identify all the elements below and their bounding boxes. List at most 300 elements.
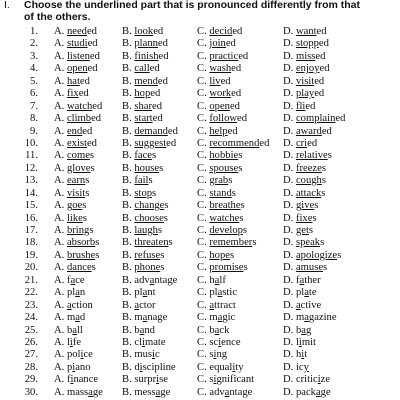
option-c[interactable] bbox=[197, 312, 235, 324]
option-a[interactable] bbox=[54, 362, 91, 374]
option-text: ttract bbox=[214, 299, 236, 311]
option-b[interactable] bbox=[122, 287, 156, 299]
underlined-part: stand bbox=[209, 187, 232, 199]
option-text: ng bbox=[216, 349, 228, 361]
option-a[interactable] bbox=[54, 76, 90, 88]
option-c[interactable] bbox=[197, 38, 236, 50]
option-text: ed bbox=[91, 113, 102, 125]
option-text: s bbox=[238, 162, 243, 174]
underlined-part: a bbox=[295, 299, 301, 311]
option-c[interactable] bbox=[197, 325, 229, 337]
underlined-part: refuse bbox=[134, 249, 161, 261]
option-a[interactable] bbox=[54, 200, 86, 212]
option-a[interactable] bbox=[54, 300, 93, 312]
option-c[interactable] bbox=[197, 63, 241, 75]
option-text: A. bbox=[54, 100, 67, 112]
option-d[interactable] bbox=[283, 76, 324, 88]
option-text: D. f bbox=[283, 274, 300, 286]
option-a[interactable] bbox=[54, 262, 96, 274]
option-a[interactable] bbox=[54, 138, 97, 150]
option-b[interactable] bbox=[122, 63, 160, 75]
underlined-part: house bbox=[134, 162, 160, 174]
option-text: ed bbox=[220, 75, 231, 87]
option-text: s bbox=[152, 187, 157, 199]
option-d[interactable] bbox=[283, 213, 317, 225]
option-text: s bbox=[91, 262, 96, 274]
option-text: ed bbox=[149, 63, 160, 75]
option-text: s bbox=[159, 162, 164, 174]
option-a[interactable] bbox=[54, 150, 94, 162]
option-text: s bbox=[321, 187, 326, 199]
option-a[interactable] bbox=[54, 387, 103, 399]
underlined-part: i bbox=[301, 349, 305, 361]
underlined-part: bring bbox=[66, 225, 90, 236]
option-c[interactable] bbox=[197, 275, 226, 287]
option-text: B. mus bbox=[122, 349, 153, 361]
option-text: ed bbox=[318, 38, 329, 50]
option-text: fe bbox=[72, 336, 82, 348]
option-c[interactable] bbox=[197, 51, 248, 63]
option-a[interactable] bbox=[54, 275, 85, 287]
option-a[interactable] bbox=[54, 287, 85, 299]
option-text: C. s bbox=[197, 349, 214, 361]
option-b[interactable] bbox=[122, 250, 164, 262]
option-a[interactable] bbox=[54, 101, 102, 113]
option-b[interactable] bbox=[122, 225, 162, 237]
underlined-part: choose bbox=[134, 212, 164, 224]
option-a[interactable] bbox=[54, 312, 85, 324]
option-text: A. bbox=[54, 262, 67, 274]
question-row bbox=[0, 138, 400, 150]
question-row bbox=[0, 312, 400, 324]
underlined-part: watch bbox=[66, 100, 93, 112]
option-d[interactable] bbox=[283, 300, 321, 312]
option-c[interactable] bbox=[197, 337, 241, 349]
option-a[interactable] bbox=[54, 51, 100, 63]
option-text: A. f bbox=[54, 374, 71, 386]
question-row bbox=[0, 362, 400, 374]
option-text: A. bbox=[54, 299, 67, 311]
option-text: B. cl bbox=[122, 336, 143, 348]
underlined-part: suggest bbox=[134, 137, 167, 149]
option-text: D. b bbox=[283, 324, 302, 336]
option-b[interactable] bbox=[122, 101, 162, 113]
underlined-part: a bbox=[88, 386, 93, 398]
option-text: s bbox=[308, 225, 314, 236]
option-text: mate bbox=[144, 336, 166, 348]
option-b[interactable] bbox=[122, 237, 173, 249]
option-c[interactable] bbox=[197, 76, 231, 88]
option-d[interactable] bbox=[283, 88, 324, 100]
option-text: B. bbox=[122, 175, 135, 187]
option-b[interactable] bbox=[122, 312, 167, 324]
option-c[interactable] bbox=[197, 150, 242, 162]
question-number: 11. bbox=[25, 150, 38, 162]
option-text: D. bbox=[283, 26, 296, 37]
underlined-part: follow bbox=[209, 113, 238, 125]
underlined-part: dance bbox=[66, 262, 92, 274]
option-text: stic bbox=[222, 287, 238, 299]
option-c[interactable] bbox=[197, 349, 227, 361]
option-text: s bbox=[90, 162, 95, 174]
option-text: C. bbox=[197, 212, 210, 224]
option-c[interactable] bbox=[197, 88, 241, 100]
option-text: ed bbox=[307, 137, 318, 149]
question-row bbox=[0, 287, 400, 299]
underlined-part: decid bbox=[209, 26, 233, 37]
option-text: ge bbox=[320, 386, 331, 398]
underlined-part: hobbie bbox=[209, 150, 239, 162]
option-b[interactable] bbox=[122, 262, 164, 274]
option-a[interactable] bbox=[54, 325, 83, 337]
option-d[interactable] bbox=[283, 101, 315, 113]
underlined-part: give bbox=[295, 200, 315, 212]
option-text: D. h bbox=[283, 349, 302, 361]
option-text: D. bbox=[283, 299, 296, 311]
underlined-part: fixe bbox=[295, 212, 313, 224]
option-text: A. pol bbox=[54, 349, 81, 361]
option-a[interactable] bbox=[54, 188, 89, 200]
underlined-part: work bbox=[209, 88, 232, 100]
underlined-part: a bbox=[299, 274, 305, 286]
option-text: ed bbox=[316, 26, 327, 37]
option-text: s bbox=[239, 212, 244, 224]
option-text: ano bbox=[75, 361, 91, 373]
option-text: s bbox=[228, 175, 233, 187]
option-b[interactable] bbox=[122, 188, 156, 200]
option-c[interactable] bbox=[197, 163, 242, 175]
option-b[interactable] bbox=[122, 374, 168, 386]
option-b[interactable] bbox=[122, 26, 163, 38]
option-text: ty bbox=[235, 361, 244, 373]
option-text: ck bbox=[219, 324, 230, 336]
question-row bbox=[0, 175, 400, 187]
option-d[interactable] bbox=[283, 349, 307, 361]
underlined-part: hop bbox=[134, 88, 151, 100]
option-text: s bbox=[95, 237, 100, 249]
option-d[interactable] bbox=[283, 163, 326, 175]
option-d[interactable] bbox=[283, 175, 326, 187]
option-text: C. bbox=[197, 162, 210, 174]
option-d[interactable] bbox=[283, 225, 313, 237]
underlined-part: freeze bbox=[295, 162, 322, 174]
question-number: 18. bbox=[24, 237, 38, 249]
option-b[interactable] bbox=[122, 38, 168, 50]
option-text: D. bbox=[283, 175, 296, 187]
underlined-part: earn bbox=[66, 175, 86, 187]
option-b[interactable] bbox=[122, 175, 153, 187]
option-d[interactable] bbox=[283, 113, 345, 125]
option-text: B. pl bbox=[122, 287, 143, 299]
question-row bbox=[0, 225, 400, 237]
question-row bbox=[0, 113, 400, 125]
option-c[interactable] bbox=[197, 26, 242, 38]
question-row bbox=[0, 38, 400, 50]
underlined-part: goe bbox=[66, 200, 83, 212]
option-b[interactable] bbox=[122, 88, 160, 100]
underlined-part: a bbox=[72, 324, 77, 336]
question-number: 28. bbox=[24, 361, 38, 373]
option-c[interactable] bbox=[197, 200, 245, 212]
option-text: s bbox=[164, 200, 169, 212]
option-d[interactable] bbox=[283, 188, 325, 200]
underlined-part: help bbox=[209, 125, 228, 137]
option-text: ed bbox=[79, 75, 90, 87]
underlined-part: play bbox=[295, 88, 315, 100]
option-b[interactable] bbox=[122, 213, 168, 225]
option-b[interactable] bbox=[122, 325, 155, 337]
instruction-line-2: of the others. bbox=[24, 10, 91, 23]
option-text: B. adv bbox=[122, 274, 150, 286]
underlined-part: i bbox=[213, 349, 217, 361]
option-d[interactable] bbox=[283, 325, 311, 337]
underlined-part: i bbox=[70, 374, 74, 386]
option-text: ge bbox=[92, 386, 103, 398]
option-d[interactable] bbox=[283, 337, 316, 349]
option-c[interactable] bbox=[197, 362, 244, 374]
option-text: A. bbox=[54, 125, 67, 137]
option-d[interactable] bbox=[283, 287, 317, 299]
option-text: s bbox=[337, 249, 342, 261]
option-b[interactable] bbox=[122, 349, 160, 361]
option-c[interactable] bbox=[197, 387, 252, 399]
option-text: C. bbox=[197, 150, 210, 162]
underlined-part: a bbox=[315, 386, 321, 398]
option-text: B. bbox=[122, 100, 135, 112]
option-d[interactable] bbox=[283, 262, 327, 274]
underlined-part: open bbox=[209, 100, 230, 112]
underlined-part: practic bbox=[209, 50, 239, 62]
option-a[interactable] bbox=[54, 374, 98, 386]
option-text: s bbox=[85, 187, 90, 199]
question-number: 12. bbox=[24, 162, 38, 174]
underlined-part: a bbox=[214, 274, 220, 286]
underlined-part: a bbox=[224, 386, 230, 398]
option-text: s bbox=[323, 262, 328, 274]
option-c[interactable] bbox=[197, 250, 234, 262]
question-number: 6. bbox=[30, 88, 38, 100]
option-text: s bbox=[160, 249, 165, 261]
option-text: C. pl bbox=[197, 287, 218, 299]
option-c[interactable] bbox=[197, 113, 247, 125]
option-text: ed bbox=[89, 50, 100, 62]
option-c[interactable] bbox=[197, 175, 232, 187]
option-text: s bbox=[160, 262, 165, 274]
option-b[interactable] bbox=[122, 126, 178, 138]
option-text: D. bbox=[283, 113, 296, 125]
option-d[interactable] bbox=[283, 26, 327, 38]
option-text: ed bbox=[87, 63, 98, 75]
option-b[interactable] bbox=[122, 163, 163, 175]
option-d[interactable] bbox=[283, 126, 332, 138]
option-text: s bbox=[157, 225, 163, 236]
option-text: s bbox=[89, 150, 95, 162]
option-text: D. bbox=[283, 50, 296, 62]
option-text: ed bbox=[86, 26, 97, 37]
option-a[interactable] bbox=[54, 88, 89, 100]
option-text: A. bbox=[54, 150, 67, 162]
option-text: s bbox=[320, 237, 325, 249]
option-text: C. bbox=[197, 299, 210, 311]
option-text: C. m bbox=[197, 312, 218, 324]
option-text: C. bbox=[197, 50, 210, 62]
option-b[interactable] bbox=[122, 275, 177, 287]
underlined-part: finish bbox=[134, 50, 159, 62]
underlined-part: i bbox=[213, 374, 217, 386]
option-text: B. bbox=[122, 75, 135, 87]
option-text: D. bbox=[283, 162, 296, 174]
option-a[interactable] bbox=[54, 63, 98, 75]
option-b[interactable] bbox=[122, 362, 176, 374]
option-text: B. bbox=[122, 162, 135, 174]
underlined-part: end bbox=[66, 125, 83, 137]
option-c[interactable] bbox=[197, 126, 238, 138]
option-a[interactable] bbox=[54, 126, 92, 138]
option-text: scipline bbox=[142, 361, 176, 373]
option-text: nance bbox=[73, 374, 99, 386]
option-b[interactable] bbox=[122, 138, 176, 150]
option-text: ther bbox=[304, 274, 321, 286]
option-a[interactable] bbox=[54, 175, 89, 187]
option-text: ed bbox=[157, 75, 168, 87]
underlined-part: a bbox=[304, 287, 309, 299]
underlined-part: need bbox=[66, 26, 87, 37]
option-text: D. bbox=[283, 249, 296, 261]
underlined-part: wash bbox=[209, 63, 232, 75]
option-text: D. pl bbox=[283, 287, 305, 299]
underlined-part: i bbox=[80, 349, 84, 361]
option-a[interactable] bbox=[54, 225, 93, 237]
option-a[interactable] bbox=[54, 349, 93, 361]
option-d[interactable] bbox=[283, 138, 317, 150]
instruction-line-1 bbox=[4, 0, 396, 12]
option-d[interactable] bbox=[283, 150, 332, 162]
option-text: D. bbox=[283, 125, 296, 137]
underlined-part: watche bbox=[209, 212, 240, 224]
option-a[interactable] bbox=[54, 237, 99, 249]
option-text: C. bbox=[197, 137, 210, 149]
option-b[interactable] bbox=[122, 300, 156, 312]
option-d[interactable] bbox=[283, 374, 330, 386]
option-a[interactable] bbox=[54, 213, 87, 225]
option-text: s bbox=[314, 200, 319, 212]
option-text: s bbox=[148, 175, 153, 187]
option-text: D. bbox=[283, 237, 296, 249]
option-text: A. bbox=[54, 26, 67, 37]
option-b[interactable] bbox=[122, 76, 168, 88]
option-text: D. pack bbox=[283, 386, 316, 398]
option-b[interactable] bbox=[122, 51, 169, 63]
option-d[interactable] bbox=[283, 38, 329, 50]
underlined-part: i bbox=[218, 336, 222, 348]
question-number: 21. bbox=[24, 274, 38, 286]
option-text: C. s bbox=[197, 374, 214, 386]
underlined-part: want bbox=[295, 26, 317, 37]
option-d[interactable] bbox=[283, 275, 321, 287]
option-text: s bbox=[243, 262, 248, 274]
underlined-part: i bbox=[232, 361, 236, 373]
option-text: te bbox=[308, 287, 317, 299]
option-d[interactable] bbox=[283, 200, 318, 212]
question-row bbox=[0, 51, 400, 63]
option-d[interactable] bbox=[283, 51, 325, 63]
option-c[interactable] bbox=[197, 225, 247, 237]
exercise-number: I. bbox=[4, 0, 10, 11]
option-text: ce bbox=[75, 274, 85, 286]
option-a[interactable] bbox=[54, 250, 99, 262]
option-d[interactable] bbox=[283, 250, 341, 262]
option-c[interactable] bbox=[197, 101, 240, 113]
option-text: D. bbox=[283, 150, 296, 162]
option-b[interactable] bbox=[122, 387, 170, 399]
underlined-part: promise bbox=[209, 262, 244, 274]
option-d[interactable] bbox=[283, 63, 330, 75]
option-b[interactable] bbox=[122, 150, 156, 162]
option-text: A. bbox=[54, 249, 67, 261]
option-a[interactable] bbox=[54, 113, 101, 125]
underlined-part: apologize bbox=[295, 249, 338, 261]
question-number: 4. bbox=[30, 63, 38, 75]
option-c[interactable] bbox=[197, 138, 269, 150]
underlined-part: i bbox=[139, 361, 143, 373]
option-d[interactable] bbox=[283, 387, 331, 399]
option-c[interactable] bbox=[197, 374, 254, 386]
question-row bbox=[0, 250, 400, 262]
option-d[interactable] bbox=[283, 237, 324, 249]
option-c[interactable] bbox=[197, 237, 256, 249]
option-text: ctive bbox=[300, 299, 322, 311]
option-a[interactable] bbox=[54, 163, 95, 175]
option-text: ge bbox=[160, 386, 171, 398]
option-text: B. bbox=[122, 225, 135, 236]
option-a[interactable] bbox=[54, 38, 98, 50]
option-b[interactable] bbox=[122, 337, 166, 349]
underlined-part: a bbox=[139, 324, 145, 336]
option-text: n bbox=[79, 287, 86, 299]
option-b[interactable] bbox=[122, 113, 163, 125]
option-a[interactable] bbox=[54, 337, 81, 349]
option-text: s bbox=[163, 212, 168, 224]
underlined-part: plann bbox=[134, 38, 158, 50]
option-text: D. bbox=[283, 187, 296, 199]
underlined-part: fli bbox=[295, 100, 306, 112]
option-d[interactable] bbox=[283, 362, 309, 374]
option-a[interactable] bbox=[54, 26, 97, 38]
option-c[interactable] bbox=[197, 188, 236, 200]
option-text: D. ic bbox=[283, 361, 304, 373]
question-number: 8. bbox=[30, 113, 38, 125]
underlined-part: visit bbox=[295, 75, 315, 87]
question-row bbox=[0, 337, 400, 349]
option-text: B. bbox=[122, 150, 135, 162]
option-b[interactable] bbox=[122, 200, 169, 212]
option-text: C. bbox=[197, 249, 210, 261]
underlined-part: i bbox=[142, 336, 145, 348]
option-c[interactable] bbox=[197, 287, 237, 299]
question-number: 1. bbox=[30, 26, 38, 37]
option-text: ed bbox=[225, 38, 236, 50]
option-c[interactable] bbox=[197, 213, 244, 225]
underlined-part: join bbox=[209, 38, 226, 50]
option-text: B. bbox=[122, 50, 135, 62]
option-c[interactable] bbox=[197, 300, 236, 312]
option-d[interactable] bbox=[283, 312, 337, 324]
question-list bbox=[0, 26, 400, 399]
option-c[interactable] bbox=[197, 262, 248, 274]
option-text: s bbox=[229, 249, 235, 261]
option-text: A. mass bbox=[54, 386, 89, 398]
option-text: C. bbox=[197, 26, 210, 37]
